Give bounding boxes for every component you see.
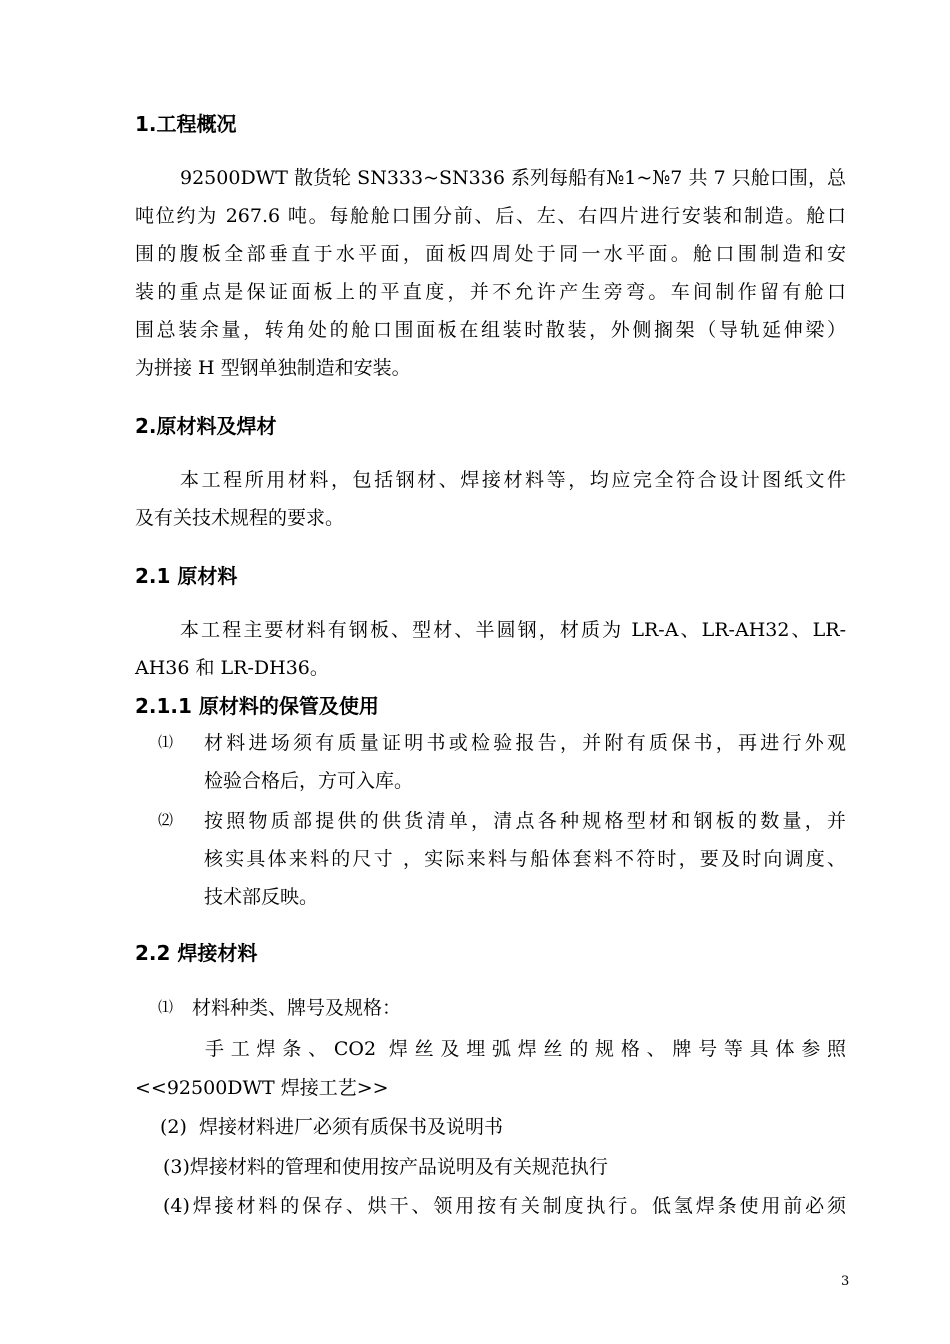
- paragraph-line: 本工程主要材料有钢板、型材、半圆钢，材质为 LR-A、LR-AH32、LR-: [180, 619, 846, 641]
- paragraph-line: 本工程所用材料，包括钢材、焊接材料等，均应完全符合设计图纸文件: [180, 469, 846, 491]
- paragraph-line: 及有关技术规程的要求。: [135, 507, 345, 529]
- list-item-text: (4)焊接材料的保存、烘干、领用按有关制度执行。低氢焊条使用前必须: [163, 1195, 846, 1217]
- paragraph-line: 吨位约为 267.6 吨。每舱舱口围分前、后、左、右四片进行安装和制造。舱口: [135, 205, 846, 227]
- list-item-text: (3)焊接材料的管理和使用按产品说明及有关规范执行: [163, 1156, 608, 1178]
- section-heading-2-1-1: 2.1.1 原材料的保管及使用: [135, 694, 379, 718]
- list-item-line: 手工焊条、CO2 焊丝及埋弧焊丝的规格、牌号等具体参照: [205, 1038, 846, 1060]
- list-item-line: 材料进场须有质量证明书或检验报告，并附有质保书，再进行外观: [204, 732, 846, 754]
- section-heading-2-1: 2.1 原材料: [135, 564, 238, 588]
- page-number: 3: [841, 1274, 850, 1289]
- paragraph-line: 围的腹板全部垂直于水平面，面板四周处于同一水平面。舱口围制造和安: [135, 243, 846, 265]
- list-item-text: (2) 焊接材料进厂必须有质保书及说明书: [160, 1116, 503, 1138]
- list-item-line: <<92500DWT 焊接工艺>>: [135, 1077, 389, 1099]
- list-item-text: 材料种类、牌号及规格：: [192, 997, 402, 1019]
- section-heading-1: 1.工程概况: [135, 112, 237, 136]
- list-item-line: 检验合格后，方可入库。: [204, 770, 414, 792]
- paragraph-line: 装的重点是保证面板上的平直度，并不允许产生旁弯。车间制作留有舱口: [135, 281, 846, 303]
- list-item-line: 按照物质部提供的供货清单，清点各种规格型材和钢板的数量，并: [204, 810, 846, 832]
- list-marker: ⑴: [158, 733, 174, 751]
- paragraph-line: 围总装余量，转角处的舱口围面板在组装时散装，外侧搁架（导轨延伸梁）: [135, 319, 846, 341]
- paragraph-line: AH36 和 LR-DH36。: [135, 657, 329, 679]
- list-marker: ⑴: [158, 998, 174, 1016]
- paragraph-line: 92500DWT 散货轮 SN333~SN336 系列每船有№1~№7 共 7 只舱口围，总: [180, 167, 846, 189]
- list-item-line: 技术部反映。: [204, 886, 319, 908]
- list-marker: ⑵: [158, 811, 174, 829]
- list-item-line: 核实具体来料的尺寸 ，实际来料与船体套料不符时，要及时向调度、: [204, 848, 846, 870]
- paragraph-line: 为拼接 H 型钢单独制造和安装。: [135, 357, 411, 379]
- section-heading-2-2: 2.2 焊接材料: [135, 941, 258, 965]
- section-heading-2: 2.原材料及焊材: [135, 414, 277, 438]
